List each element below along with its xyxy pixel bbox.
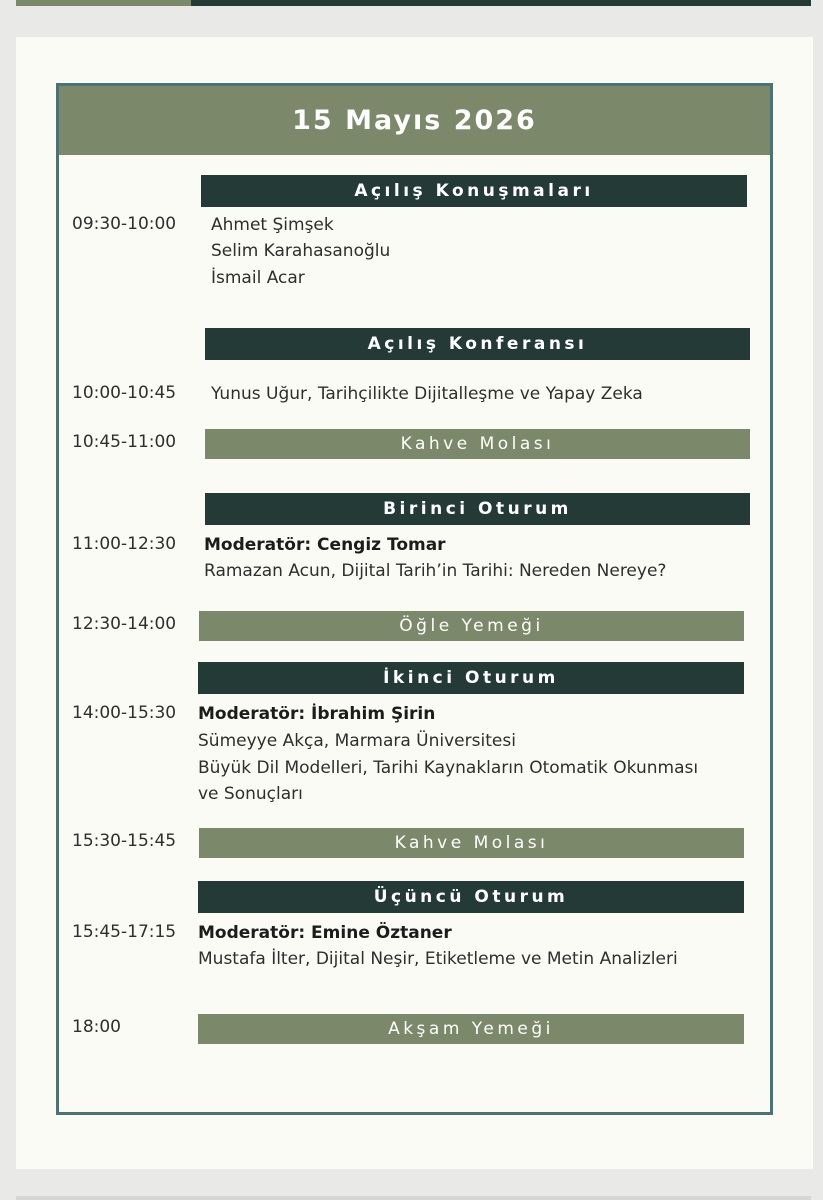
time-dinner: 18:00 xyxy=(72,1017,121,1037)
session-title-opening-speeches: Açılış Konuşmaları xyxy=(201,175,747,207)
time-coffee-break-1: 10:45-11:00 xyxy=(72,432,177,452)
third-session-talk: Mustafa İlter, Dijital Neşir, Etiketleme ve Metin Analizleri xyxy=(198,949,678,969)
moderator-third-session: Moderatör: Emine Öztaner xyxy=(198,923,452,943)
moderator-second-session: Moderatör: İbrahim Şirin xyxy=(198,704,436,724)
top-accent-bar xyxy=(16,0,811,6)
time-first-session: 11:00-12:30 xyxy=(72,534,177,554)
time-opening-speeches: 09:30-10:00 xyxy=(72,214,177,234)
second-session-line-2: Büyük Dil Modelleri, Tarihi Kaynakların Otomatik Okunması xyxy=(198,758,699,778)
lunch-bar: Öğle Yemeği xyxy=(199,611,744,641)
top-accent-green xyxy=(16,0,191,6)
time-opening-conference: 10:00-10:45 xyxy=(72,383,177,403)
opening-conference-talk: Yunus Uğur, Tarihçilikte Dijitalleşme ve Yapay Zeka xyxy=(211,384,643,404)
date-header: 15 Mayıs 2026 xyxy=(59,86,770,155)
bottom-edge xyxy=(16,1196,811,1200)
dinner-bar: Akşam Yemeği xyxy=(198,1014,744,1044)
first-session-talk: Ramazan Acun, Dijital Tarih’in Tarihi: Nereden Nereye? xyxy=(204,561,667,581)
coffee-break-bar-1: Kahve Molası xyxy=(205,429,750,459)
coffee-break-bar-2: Kahve Molası xyxy=(199,828,744,858)
top-accent-dark xyxy=(191,0,811,6)
speaker-1: Ahmet Şimşek xyxy=(211,215,334,235)
session-title-opening-conference: Açılış Konferansı xyxy=(205,328,750,360)
time-third-session: 15:45-17:15 xyxy=(72,922,177,942)
session-title-second-session: İkinci Oturum xyxy=(198,662,744,694)
time-coffee-break-2: 15:30-15:45 xyxy=(72,831,177,851)
speaker-2: Selim Karahasanoğlu xyxy=(211,241,391,261)
time-lunch: 12:30-14:00 xyxy=(72,614,177,634)
session-title-first-session: Birinci Oturum xyxy=(205,493,750,525)
second-session-line-3: ve Sonuçları xyxy=(198,784,303,804)
moderator-first-session: Moderatör: Cengiz Tomar xyxy=(204,535,446,555)
session-title-third-session: Üçüncü Oturum xyxy=(198,881,744,913)
speaker-3: İsmail Acar xyxy=(211,268,305,288)
second-session-line-1: Sümeyye Akça, Marmara Üniversitesi xyxy=(198,731,516,751)
time-second-session: 14:00-15:30 xyxy=(72,703,177,723)
